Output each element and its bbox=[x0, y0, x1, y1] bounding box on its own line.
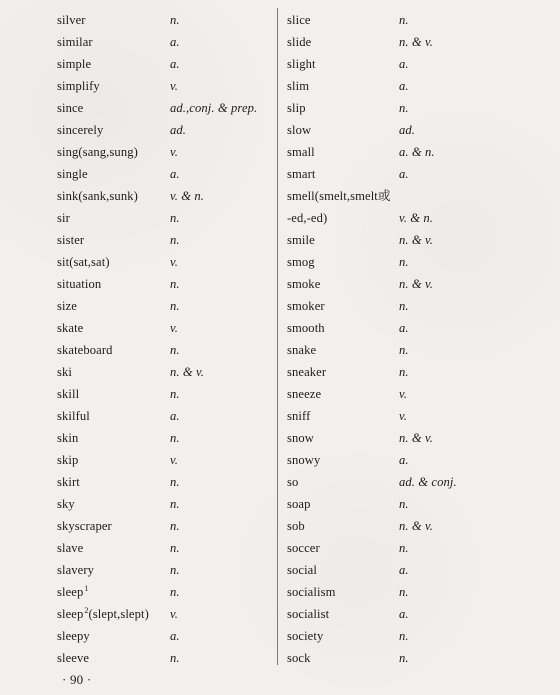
right-entry-24 bbox=[287, 515, 507, 537]
left-word-3: simple bbox=[57, 57, 92, 71]
right-word-15: smooth bbox=[287, 321, 325, 335]
right-entry-17 bbox=[287, 361, 507, 383]
right-pos-24: n. & v. bbox=[399, 519, 434, 533]
left-pos-17: n. & v. bbox=[170, 365, 205, 379]
left-entry-14 bbox=[57, 295, 273, 317]
left-pos-7: v. bbox=[170, 145, 179, 159]
left-pos-10: n. bbox=[170, 211, 180, 225]
right-pos-18: v. bbox=[399, 387, 408, 401]
right-word-10: -ed,-ed) bbox=[287, 211, 328, 225]
right-word-19: sniff bbox=[287, 409, 311, 423]
right-entry-4 bbox=[287, 75, 507, 97]
left-pos-8: a. bbox=[170, 167, 180, 181]
left-pos-11: n. bbox=[170, 233, 180, 247]
left-word-9: sink(sank,sunk) bbox=[57, 189, 138, 203]
left-word-26: slavery bbox=[57, 563, 95, 577]
left-word-13: situation bbox=[57, 277, 102, 291]
left-pos-1: n. bbox=[170, 13, 180, 27]
right-entry-22 bbox=[287, 471, 507, 493]
left-entry-28 bbox=[57, 603, 273, 625]
left-pos-3: a. bbox=[170, 57, 180, 71]
left-pos-12: v. bbox=[170, 255, 179, 269]
right-word-26: social bbox=[287, 563, 317, 577]
left-word-12: sit(sat,sat) bbox=[57, 255, 110, 269]
left-entry-12 bbox=[57, 251, 273, 273]
left-entry-13 bbox=[57, 273, 273, 295]
right-word-2: slide bbox=[287, 35, 312, 49]
right-pos-30: n. bbox=[399, 651, 409, 665]
left-word-8: single bbox=[57, 167, 88, 181]
right-word-13: smoke bbox=[287, 277, 321, 291]
left-entry-3 bbox=[57, 53, 273, 75]
left-entry-18 bbox=[57, 383, 273, 405]
left-entry-17 bbox=[57, 361, 273, 383]
right-column bbox=[287, 9, 507, 669]
left-entry-24 bbox=[57, 515, 273, 537]
right-entry-11 bbox=[287, 229, 507, 251]
left-word-19: skilful bbox=[57, 409, 90, 423]
left-word-1: silver bbox=[57, 13, 86, 27]
right-entry-18 bbox=[287, 383, 507, 405]
right-pos-25: n. bbox=[399, 541, 409, 555]
right-pos-19: v. bbox=[399, 409, 408, 423]
left-entry-19 bbox=[57, 405, 273, 427]
left-entry-5 bbox=[57, 97, 273, 119]
left-entry-7 bbox=[57, 141, 273, 163]
left-pos-2: a. bbox=[170, 35, 180, 49]
right-word-18: sneeze bbox=[287, 387, 322, 401]
right-word-29: society bbox=[287, 629, 324, 643]
right-pos-17: n. bbox=[399, 365, 409, 379]
left-pos-16: n. bbox=[170, 343, 180, 357]
left-entry-6 bbox=[57, 119, 273, 141]
right-word-21: snowy bbox=[287, 453, 321, 467]
left-word-6: sincerely bbox=[57, 123, 104, 137]
column-divider bbox=[277, 8, 278, 665]
right-entry-9 bbox=[287, 185, 507, 207]
left-entry-15 bbox=[57, 317, 273, 339]
left-word-27 bbox=[57, 581, 89, 603]
left-pos-21: v. bbox=[170, 453, 179, 467]
left-pos-13: n. bbox=[170, 277, 180, 291]
left-entry-16 bbox=[57, 339, 273, 361]
right-pos-6: ad. bbox=[399, 123, 416, 137]
left-word-20: skin bbox=[57, 431, 79, 445]
left-pos-24: n. bbox=[170, 519, 180, 533]
left-pos-9: v. & n. bbox=[170, 189, 205, 203]
left-pos-25: n. bbox=[170, 541, 180, 555]
right-entry-8 bbox=[287, 163, 507, 185]
left-pos-28: v. bbox=[170, 607, 179, 621]
left-word-28 bbox=[57, 603, 149, 625]
left-word-30: sleeve bbox=[57, 651, 90, 665]
left-word-18: skill bbox=[57, 387, 80, 401]
left-word-23: sky bbox=[57, 497, 75, 511]
right-pos-13: n. & v. bbox=[399, 277, 434, 291]
right-pos-21: a. bbox=[399, 453, 409, 467]
left-word-21: skip bbox=[57, 453, 79, 467]
right-entry-6 bbox=[287, 119, 507, 141]
left-pos-6: ad. bbox=[170, 123, 187, 137]
left-entry-20 bbox=[57, 427, 273, 449]
left-word-14: size bbox=[57, 299, 77, 313]
right-pos-14: n. bbox=[399, 299, 409, 313]
left-pos-22: n. bbox=[170, 475, 180, 489]
right-entry-7 bbox=[287, 141, 507, 163]
right-entry-1 bbox=[287, 9, 507, 31]
left-word-11: sister bbox=[57, 233, 85, 247]
right-entry-21 bbox=[287, 449, 507, 471]
left-entry-11 bbox=[57, 229, 273, 251]
left-pos-20: n. bbox=[170, 431, 180, 445]
left-pos-5: ad.,conj. & prep. bbox=[170, 101, 258, 115]
left-entry-25 bbox=[57, 537, 273, 559]
right-word-25: soccer bbox=[287, 541, 320, 555]
right-entry-13 bbox=[287, 273, 507, 295]
left-entry-21 bbox=[57, 449, 273, 471]
right-entry-12 bbox=[287, 251, 507, 273]
right-entry-10 bbox=[287, 207, 507, 229]
right-word-12: smog bbox=[287, 255, 315, 269]
right-word-6: slow bbox=[287, 123, 312, 137]
right-word-20: snow bbox=[287, 431, 314, 445]
right-pos-8: a. bbox=[399, 167, 409, 181]
right-pos-15: a. bbox=[399, 321, 409, 335]
right-word-11: smile bbox=[287, 233, 315, 247]
right-word-5: slip bbox=[287, 101, 306, 115]
left-entry-8 bbox=[57, 163, 273, 185]
right-entry-29 bbox=[287, 625, 507, 647]
left-entry-23 bbox=[57, 493, 273, 515]
right-word-17: sneaker bbox=[287, 365, 327, 379]
right-entry-27 bbox=[287, 581, 507, 603]
left-pos-29: a. bbox=[170, 629, 180, 643]
right-entry-14 bbox=[287, 295, 507, 317]
left-word-4: simplify bbox=[57, 79, 100, 93]
right-pos-5: n. bbox=[399, 101, 409, 115]
left-word-15: skate bbox=[57, 321, 84, 335]
right-entry-5 bbox=[287, 97, 507, 119]
left-entry-27 bbox=[57, 581, 273, 603]
left-pos-19: a. bbox=[170, 409, 180, 423]
right-pos-7: a. & n. bbox=[399, 145, 435, 159]
right-entry-30 bbox=[287, 647, 507, 669]
left-word-27-base: sleep bbox=[57, 585, 84, 599]
right-entry-2 bbox=[287, 31, 507, 53]
right-word-28: socialist bbox=[287, 607, 330, 621]
left-word-7: sing(sang,sung) bbox=[57, 145, 138, 159]
left-word-25: slave bbox=[57, 541, 84, 555]
left-word-24: skyscraper bbox=[57, 519, 112, 533]
right-pos-20: n. & v. bbox=[399, 431, 434, 445]
right-word-30: sock bbox=[287, 651, 311, 665]
right-word-8: smart bbox=[287, 167, 316, 181]
left-entry-2 bbox=[57, 31, 273, 53]
right-pos-26: a. bbox=[399, 563, 409, 577]
right-pos-27: n. bbox=[399, 585, 409, 599]
right-entry-19 bbox=[287, 405, 507, 427]
right-entry-23 bbox=[287, 493, 507, 515]
left-entry-29 bbox=[57, 625, 273, 647]
right-pos-3: a. bbox=[399, 57, 409, 71]
right-entry-3 bbox=[287, 53, 507, 75]
right-word-27: socialism bbox=[287, 585, 336, 599]
left-word-28-superscript: 2 bbox=[84, 605, 89, 615]
right-pos-29: n. bbox=[399, 629, 409, 643]
right-pos-4: a. bbox=[399, 79, 409, 93]
left-entry-1 bbox=[57, 9, 273, 31]
left-word-5: since bbox=[57, 101, 84, 115]
left-word-29: sleepy bbox=[57, 629, 90, 643]
right-entry-28 bbox=[287, 603, 507, 625]
left-entry-22 bbox=[57, 471, 273, 493]
left-word-2: similar bbox=[57, 35, 93, 49]
left-pos-14: n. bbox=[170, 299, 180, 313]
right-entry-26 bbox=[287, 559, 507, 581]
right-pos-16: n. bbox=[399, 343, 409, 357]
right-pos-2: n. & v. bbox=[399, 35, 434, 49]
right-pos-10: v. & n. bbox=[399, 211, 434, 225]
left-column bbox=[57, 9, 273, 669]
right-entry-20 bbox=[287, 427, 507, 449]
left-entry-9 bbox=[57, 185, 273, 207]
right-word-16: snake bbox=[287, 343, 317, 357]
left-pos-4: v. bbox=[170, 79, 179, 93]
right-word-1: slice bbox=[287, 13, 311, 27]
left-pos-27: n. bbox=[170, 585, 180, 599]
right-word-23: soap bbox=[287, 497, 311, 511]
right-pos-22: ad. & conj. bbox=[399, 475, 457, 489]
right-pos-11: n. & v. bbox=[399, 233, 434, 247]
left-word-28-base: sleep bbox=[57, 607, 84, 621]
left-word-28-suffix: (slept,slept) bbox=[88, 607, 149, 621]
left-word-17: ski bbox=[57, 365, 72, 379]
right-word-4: slim bbox=[287, 79, 310, 93]
left-pos-18: n. bbox=[170, 387, 180, 401]
right-pos-23: n. bbox=[399, 497, 409, 511]
right-word-14: smoker bbox=[287, 299, 325, 313]
right-word-3: slight bbox=[287, 57, 316, 71]
right-pos-28: a. bbox=[399, 607, 409, 621]
right-word-24: sob bbox=[287, 519, 305, 533]
right-entry-25 bbox=[287, 537, 507, 559]
left-entry-26 bbox=[57, 559, 273, 581]
right-word-22: so bbox=[287, 475, 299, 489]
left-entry-30 bbox=[57, 647, 273, 669]
left-pos-23: n. bbox=[170, 497, 180, 511]
left-entry-4 bbox=[57, 75, 273, 97]
right-word-9: smell(smelt,smelt或 bbox=[287, 189, 391, 203]
left-word-16: skateboard bbox=[57, 343, 113, 357]
left-entry-10 bbox=[57, 207, 273, 229]
right-pos-1: n. bbox=[399, 13, 409, 27]
left-pos-26: n. bbox=[170, 563, 180, 577]
left-word-27-superscript: 1 bbox=[84, 583, 89, 593]
left-pos-15: v. bbox=[170, 321, 179, 335]
left-word-10: sir bbox=[57, 211, 70, 225]
right-entry-15 bbox=[287, 317, 507, 339]
left-word-22: skirt bbox=[57, 475, 80, 489]
right-entry-16 bbox=[287, 339, 507, 361]
left-pos-30: n. bbox=[170, 651, 180, 665]
right-pos-12: n. bbox=[399, 255, 409, 269]
page-number: · 90 · bbox=[62, 672, 92, 687]
right-word-7: small bbox=[287, 145, 315, 159]
